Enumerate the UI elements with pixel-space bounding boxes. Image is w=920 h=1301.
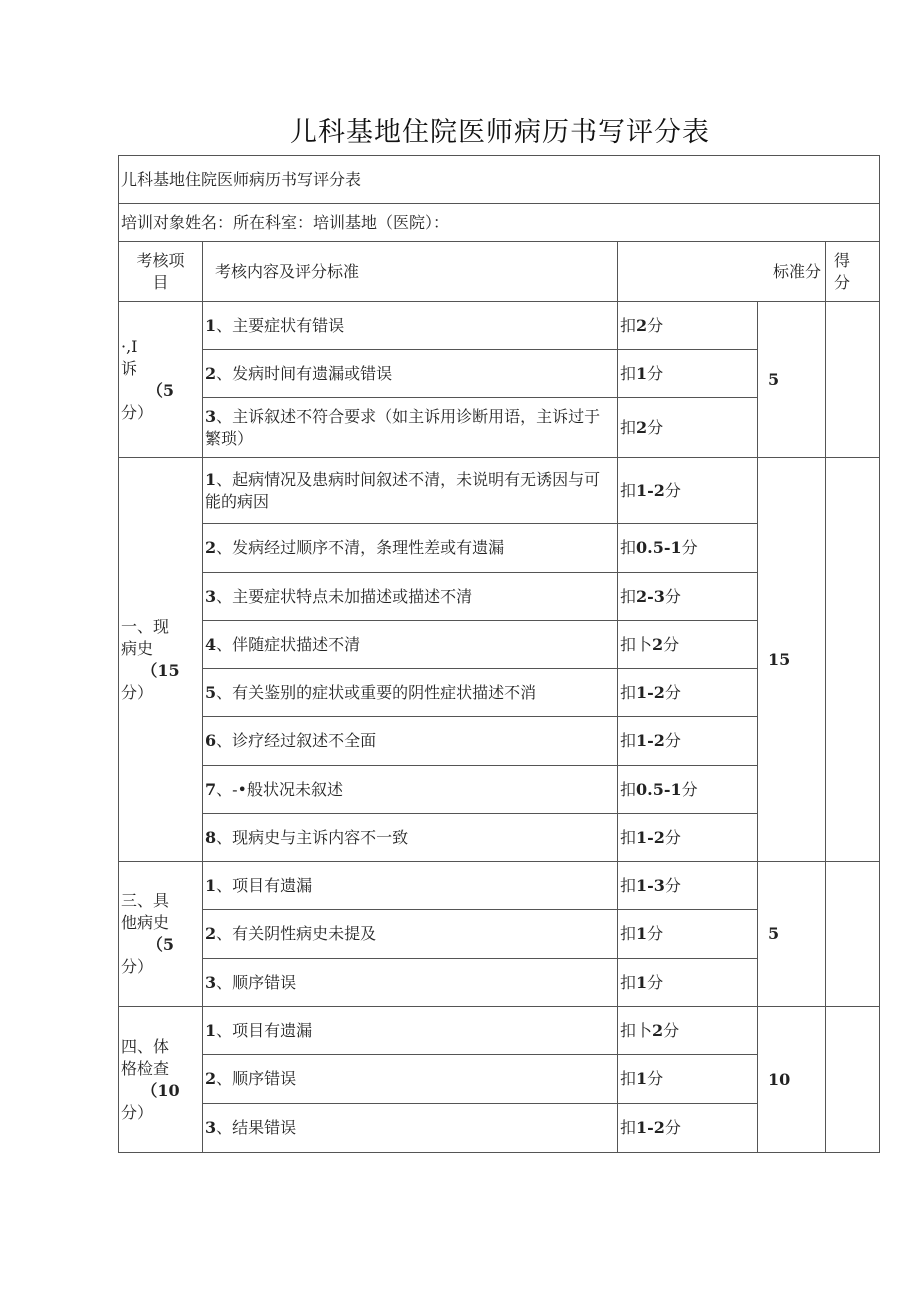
- section-category-line: 分）: [121, 402, 154, 422]
- criterion-text: 、主诉叙述不符合要求（如主诉用诊断用语，主诉过于繁琐）: [205, 406, 601, 448]
- criterion-number: 3: [205, 1118, 217, 1137]
- deduction-prefix: 扣: [620, 1069, 637, 1088]
- criterion-text: 、顺序错误: [216, 972, 297, 992]
- deduction-cell: [618, 458, 758, 524]
- obtained-score-cell[interactable]: [826, 458, 880, 862]
- header-score-line1: 得: [834, 250, 851, 270]
- header-category-line1: 考核项: [136, 250, 185, 270]
- criterion-text: 、发病时间有遗漏或错误: [216, 363, 393, 383]
- criterion-text-cell: [203, 814, 618, 862]
- criterion-number: 1: [205, 469, 217, 489]
- obtained-score-cell[interactable]: [826, 302, 880, 458]
- criterion-text-cell: [203, 524, 618, 573]
- criterion-number: 8: [205, 827, 217, 847]
- table-title-row: [119, 156, 880, 204]
- criterion-number: 4: [205, 634, 217, 654]
- deduction-suffix: 分: [647, 363, 664, 383]
- criterion-text: 、-•般状况未叙述: [216, 779, 343, 799]
- document-title: 儿科基地住院医师病历书写评分表: [290, 117, 710, 148]
- deduction-cell: [618, 959, 758, 1007]
- section-category-cell: [119, 302, 203, 458]
- deduction-suffix: 分: [647, 924, 664, 943]
- header-standard: 标准分: [618, 242, 826, 302]
- standard-score-cell: 15: [758, 458, 826, 862]
- section-category-line: 病史: [121, 638, 154, 658]
- deduction-cell: [618, 1007, 758, 1055]
- deduction-cell: [618, 862, 758, 910]
- deduction-value: 1-3: [636, 875, 665, 895]
- deduction-value: 2-3: [636, 586, 665, 606]
- standard-score-cell: 10: [758, 1007, 826, 1153]
- deduction-value: 1-2: [636, 1118, 665, 1137]
- deduction-value: 1: [636, 363, 648, 383]
- section-category-line: 诉: [121, 358, 138, 378]
- deduction-value: 2: [636, 315, 648, 335]
- trainee-info-line: 培训对象姓名：所在科室：培训基地（医院）：: [119, 204, 880, 242]
- deduction-value: 2: [652, 634, 664, 654]
- section-category-cell: [119, 458, 203, 862]
- criterion-number: 6: [205, 731, 217, 750]
- deduction-prefix: 扣卜: [620, 634, 653, 654]
- deduction-cell: [618, 717, 758, 766]
- deduction-prefix: 扣: [620, 1118, 637, 1137]
- criterion-text: 、伴随症状描述不清: [216, 634, 361, 654]
- criterion-text: 、有关阴性病史未提及: [216, 924, 377, 943]
- deduction-suffix: 分: [647, 417, 664, 437]
- criterion-number: 3: [205, 406, 217, 426]
- deduction-suffix: 分: [664, 827, 681, 847]
- deduction-suffix: 分: [663, 1020, 680, 1040]
- deduction-suffix: 分: [664, 682, 681, 702]
- section-category-line: （5: [146, 935, 175, 954]
- standard-score-cell: 5: [758, 302, 826, 458]
- criterion-number: 2: [205, 924, 217, 943]
- deduction-suffix: 分: [664, 731, 681, 750]
- criterion-text-cell: [203, 910, 618, 959]
- deduction-value: 2: [652, 1020, 664, 1040]
- criterion-number: 3: [205, 586, 217, 606]
- section-category-line: ·,I: [121, 336, 138, 356]
- header-score-line2: 分: [834, 272, 851, 292]
- deduction-value: 1: [636, 1069, 648, 1088]
- deduction-value: 0.5-1: [636, 779, 682, 799]
- criterion-number: 2: [205, 363, 217, 383]
- criterion-text-cell: [203, 766, 618, 814]
- deduction-cell: [618, 814, 758, 862]
- section-category-line: （10: [141, 1080, 180, 1100]
- criterion-text-cell: [203, 302, 618, 350]
- deduction-value: 2: [636, 417, 648, 437]
- deduction-cell: [618, 669, 758, 717]
- criterion-number: 1: [205, 315, 217, 335]
- table-row: [119, 458, 880, 524]
- deduction-suffix: 分: [681, 779, 698, 799]
- criterion-text: 、现病史与主诉内容不一致: [216, 827, 409, 847]
- criterion-number: 3: [205, 972, 217, 992]
- section-category-line: 分）: [121, 682, 154, 702]
- deduction-value: 1: [636, 924, 648, 943]
- table-row: [119, 302, 880, 350]
- deduction-cell: [618, 302, 758, 350]
- criterion-text-cell: [203, 573, 618, 621]
- scoring-table: [118, 155, 880, 1153]
- header-category-line2: 目: [152, 272, 169, 292]
- header-category: [119, 242, 203, 302]
- deduction-prefix: 扣卜: [620, 1020, 653, 1040]
- criterion-text: 、有关鉴别的症状或重要的阴性症状描述不消: [216, 682, 537, 702]
- scoring-table-body: [119, 156, 880, 1153]
- section-category-cell: [119, 862, 203, 1007]
- criterion-text-cell: [203, 717, 618, 766]
- criterion-text: 、起病情况及患病时间叙述不清，未说明有无诱因与可能的病因: [205, 469, 601, 511]
- deduction-value: 1-2: [636, 682, 665, 702]
- deduction-suffix: 分: [647, 972, 664, 992]
- deduction-cell: [618, 398, 758, 458]
- criterion-text-cell: [203, 1104, 618, 1153]
- deduction-prefix: 扣: [620, 315, 637, 335]
- deduction-prefix: 扣: [620, 731, 637, 750]
- section-category-line: （15: [141, 660, 180, 680]
- deduction-cell: [618, 621, 758, 669]
- deduction-value: 1-2: [636, 731, 665, 750]
- criterion-text: 、发病经过顺序不清，条理性差或有遗漏: [216, 538, 505, 557]
- deduction-prefix: 扣: [620, 363, 637, 383]
- deduction-suffix: 分: [681, 538, 698, 557]
- deduction-cell: [618, 1104, 758, 1153]
- deduction-cell: [618, 910, 758, 959]
- table-row: [119, 862, 880, 910]
- criterion-text-cell: [203, 621, 618, 669]
- deduction-value: 1: [636, 972, 648, 992]
- deduction-suffix: 分: [647, 1069, 664, 1088]
- section-category-line: 分）: [121, 957, 154, 976]
- deduction-prefix: 扣: [620, 538, 637, 557]
- section-category-line: 分）: [121, 1102, 154, 1122]
- criterion-text: 、诊疗经过叙述不全面: [216, 731, 377, 750]
- table-title: 儿科基地住院医师病历书写评分表: [119, 156, 880, 204]
- section-category-line: 三、具: [121, 891, 170, 910]
- info-row: [119, 204, 880, 242]
- section-category-line: 格检查: [121, 1058, 170, 1078]
- obtained-score-cell[interactable]: [826, 1007, 880, 1153]
- section-category-line: 他病史: [121, 913, 170, 932]
- criterion-number: 2: [205, 1069, 217, 1088]
- deduction-prefix: 扣: [620, 586, 637, 606]
- deduction-suffix: 分: [647, 315, 664, 335]
- criterion-text-cell: [203, 669, 618, 717]
- deduction-prefix: 扣: [620, 875, 637, 895]
- deduction-suffix: 分: [664, 480, 681, 500]
- deduction-prefix: 扣: [620, 682, 637, 702]
- deduction-cell: [618, 573, 758, 621]
- standard-score-cell: 5: [758, 862, 826, 1007]
- deduction-prefix: 扣: [620, 972, 637, 992]
- criterion-text-cell: [203, 398, 618, 458]
- deduction-suffix: 分: [664, 875, 681, 895]
- section-category-cell: [119, 1007, 203, 1153]
- deduction-prefix: 扣: [620, 827, 637, 847]
- deduction-cell: [618, 350, 758, 398]
- criterion-text-cell: [203, 350, 618, 398]
- deduction-suffix: 分: [664, 1118, 681, 1137]
- deduction-prefix: 扣: [620, 779, 637, 799]
- section-category-line: 四、体: [121, 1036, 170, 1056]
- section-category-line: 一、现: [121, 616, 170, 636]
- deduction-suffix: 分: [663, 634, 680, 654]
- criterion-text-cell: [203, 1055, 618, 1104]
- deduction-value: 0.5-1: [636, 538, 682, 557]
- header-content: 考核内容及评分标准: [203, 242, 618, 302]
- criterion-text-cell: [203, 959, 618, 1007]
- deduction-cell: [618, 1055, 758, 1104]
- deduction-suffix: 分: [664, 586, 681, 606]
- criterion-text: 、顺序错误: [216, 1069, 297, 1088]
- deduction-prefix: 扣: [620, 924, 637, 943]
- criterion-text: 、结果错误: [216, 1118, 297, 1137]
- deduction-value: 1-2: [636, 480, 665, 500]
- criterion-number: 1: [205, 1020, 217, 1040]
- criterion-number: 7: [205, 779, 217, 799]
- criterion-text-cell: [203, 1007, 618, 1055]
- obtained-score-cell[interactable]: [826, 862, 880, 1007]
- deduction-value: 1-2: [636, 827, 665, 847]
- deduction-prefix: 扣: [620, 417, 637, 437]
- criterion-text: 、主要症状有错误: [216, 315, 345, 335]
- criterion-number: 5: [205, 682, 217, 702]
- criterion-text-cell: [203, 862, 618, 910]
- criterion-text: 、项目有遗漏: [216, 875, 313, 895]
- criterion-text-cell: [203, 458, 618, 524]
- header-score: [826, 242, 880, 302]
- criterion-number: 2: [205, 538, 217, 557]
- header-row: [119, 242, 880, 302]
- table-row: [119, 1007, 880, 1055]
- deduction-cell: [618, 524, 758, 573]
- criterion-text: 、项目有遗漏: [216, 1020, 313, 1040]
- deduction-cell: [618, 766, 758, 814]
- deduction-prefix: 扣: [620, 480, 637, 500]
- section-category-line: （5: [146, 380, 175, 400]
- criterion-text: 、主要症状特点未加描述或描述不清: [216, 586, 473, 606]
- criterion-number: 1: [205, 875, 217, 895]
